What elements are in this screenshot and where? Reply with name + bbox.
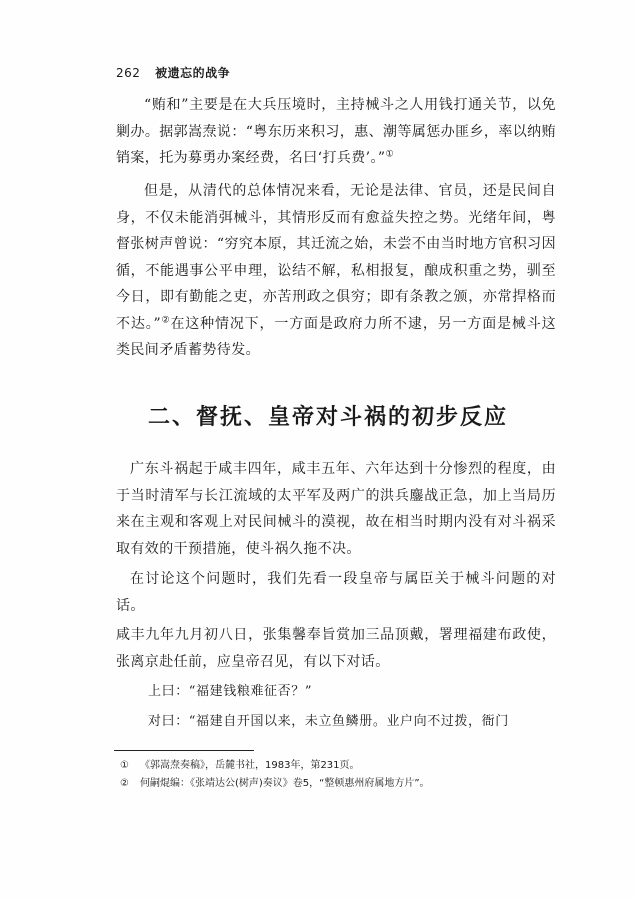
footnote-ref-2: ② [161, 314, 171, 325]
dialog-line-2: 对曰：“福建自开国以来，未立鱼鳞册。业户向不过拨，衙门 [148, 714, 509, 729]
paragraph-text: 咸丰九年九月初八日，张集馨奉旨赏加三品顶戴，署理福建布政使，张离京赴任前，应皇帝召见，有以下对话。 [116, 627, 556, 670]
footnote-divider [114, 750, 254, 751]
dialog-line-1: 上曰：“福建钱粮难征否？” [148, 684, 313, 699]
footnote-1 [120, 757, 560, 775]
footnote-text: 何嗣焜编：《张靖达公(树声)奏议》卷5，“整顿惠州府属地方片”。 [140, 778, 430, 789]
paragraph-body-3 [116, 622, 556, 675]
page-number: 262 [116, 66, 141, 80]
paragraph-overall [116, 178, 556, 364]
paragraph-text: 但是，从清代的总体情况来看，无论是法律、官员，还是民间自身，不仅未能消弭械斗，其情形反而有愈益失控之势。光绪年间，粤督张树声曾说：“穷究本原，其迁流之始，未尝不由当时地方官积习因循，不能遇事公平申理，讼结不解，私相报复，酿成积重之势，驯至今日，即有勤能之吏，亦苦刑政之俱穷；即有条教之颁，亦常捍格而不达。” [116, 183, 556, 332]
paragraph-body-1 [116, 456, 556, 562]
running-head [116, 64, 230, 81]
paragraph-text: 在讨论这个问题时，我们先看一段皇帝与属臣关于械斗问题的对话。 [116, 571, 556, 614]
paragraph-text: 广东斗祸起于咸丰四年，咸丰五年、六年达到十分惨烈的程度，由于当时清军与长江流域的太平军及两广的洪兵鏖战正急，加上当局历来在主观和客观上对民间械斗的漠视，故在相当时期内没有对斗祸采取有效的干预措施，使斗祸久拖不决。 [116, 461, 556, 557]
footnote-text: 《郭嵩焘奏稿》，岳麓书社，1983年，第231页。 [140, 760, 360, 771]
paragraph-bribery [116, 92, 556, 172]
footnote-2 [120, 775, 560, 793]
footnote-mark: ② [120, 778, 129, 789]
paragraph-text: “贿和”主要是在大兵压境时，主持械斗之人用钱打通关节，以免剿办。据郭嵩焘说：“粤东历来积习，惠、潮等属惩办匪乡，率以纳贿销案，托为募勇办案经费，名曰‘打兵费’。” [116, 97, 556, 166]
footnote-mark: ① [120, 760, 129, 771]
section-title: 二、督抚、皇帝对斗祸的初步反应 [148, 405, 509, 430]
footnote-ref-1: ① [385, 149, 394, 160]
paragraph-tail: 在这种情况下，一方面是政府力所不逮，另一方面是械斗这类民间矛盾蓄势待发。 [116, 315, 556, 358]
book-title: 被遗忘的战争 [155, 66, 231, 80]
paragraph-body-2 [116, 566, 556, 619]
